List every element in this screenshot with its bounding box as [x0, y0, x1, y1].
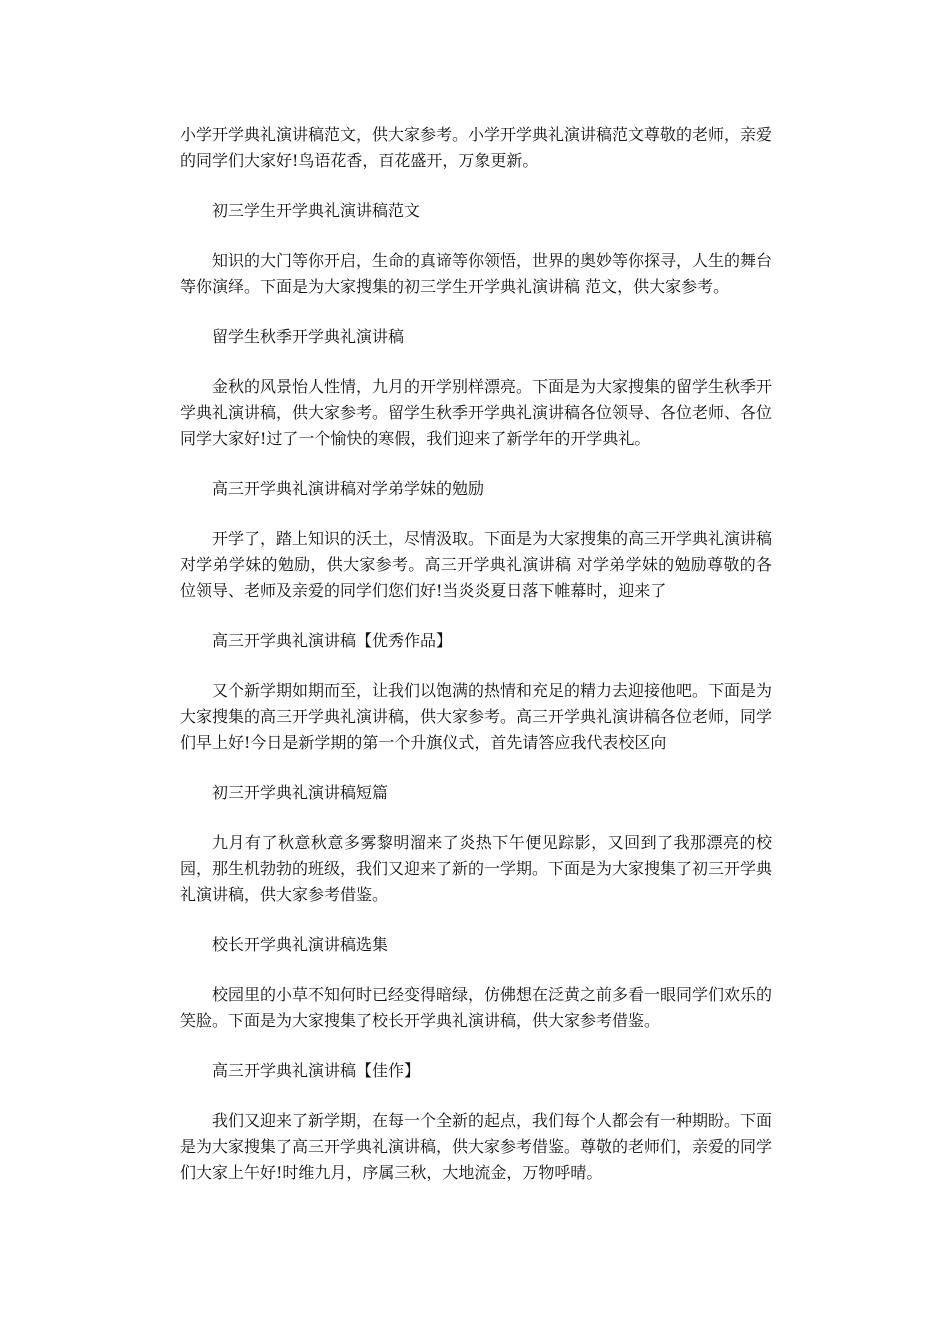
section-title: 高三开学典礼演讲稿【佳作】 [212, 1061, 421, 1080]
document-content [180, 122, 772, 1186]
section-title: 高三开学典礼演讲稿【优秀作品】 [212, 631, 453, 650]
section-title: 初三学生开学典礼演讲稿范文 [212, 201, 421, 220]
intro-paragraph: 小学开学典礼演讲稿范文，供大家参考。小学开学典礼演讲稿范文尊敬的老师，亲爱的同学们大家好!鸟语花香，百花盛开，万象更新。 [180, 125, 773, 170]
section-title: 初三开学典礼演讲稿短篇 [212, 783, 389, 802]
section-body: 我们又迎来了新学期，在每一个全新的起点，我们每个人都会有一种期盼。下面是为大家搜集了高三开学典礼演讲稿，供大家参考借鉴。尊敬的老师们，亲爱的同学们大家上午好!时维九月，序属三秋，大地流金，万物呼晴。 [180, 1111, 773, 1182]
section-body: 校园里的小草不知何时已经变得暗绿，仿佛想在泛黄之前多看一眼同学们欢乐的笑脸。下面是为大家搜集了校长开学典礼演讲稿，供大家参考借鉴。 [180, 985, 773, 1030]
section-body: 金秋的风景怡人性情，九月的开学别样漂亮。下面是为大家搜集的留学生秋季开学典礼演讲稿，供大家参考。留学生秋季开学典礼演讲稿各位领导、各位老师、各位同学大家好!过了一个愉快的寒假，我们迎来了新学年的开学典礼。 [180, 377, 773, 448]
section-title: 高三开学典礼演讲稿对学弟学妹的勉励 [212, 479, 485, 498]
section-body: 知识的大门等你开启，生命的真谛等你领悟，世界的奥妙等你探寻，人生的舞台等你演绎。下面是为大家搜集的初三学生开学典礼演讲稿 范文，供大家参考。 [180, 251, 773, 296]
section-body: 又个新学期如期而至，让我们以饱满的热情和充足的精力去迎接他吧。下面是为大家搜集的高三开学典礼演讲稿，供大家参考。高三开学典礼演讲稿各位老师，同学们早上好!今日是新学期的第一个升旗仪式，首先请答应我代表校区向 [180, 681, 773, 752]
section-body: 九月有了秋意秋意多雾黎明溜来了炎热下午便见踪影，又回到了我那漂亮的校园，那生机勃勃的班级，我们又迎来了新的一学期。下面是为大家搜集了初三开学典礼演讲稿，供大家参考借鉴。 [180, 833, 773, 904]
section-body: 开学了，踏上知识的沃土，尽情汲取。下面是为大家搜集的高三开学典礼演讲稿对学弟学妹的勉励，供大家参考。高三开学典礼演讲稿 对学弟学妹的勉励尊敬的各位领导、老师及亲爱的同学们您们好!当炎炎夏日落下帷幕时，迎来了 [180, 529, 773, 600]
section-title: 校长开学典礼演讲稿选集 [212, 935, 389, 954]
section-title: 留学生秋季开学典礼演讲稿 [212, 327, 405, 346]
